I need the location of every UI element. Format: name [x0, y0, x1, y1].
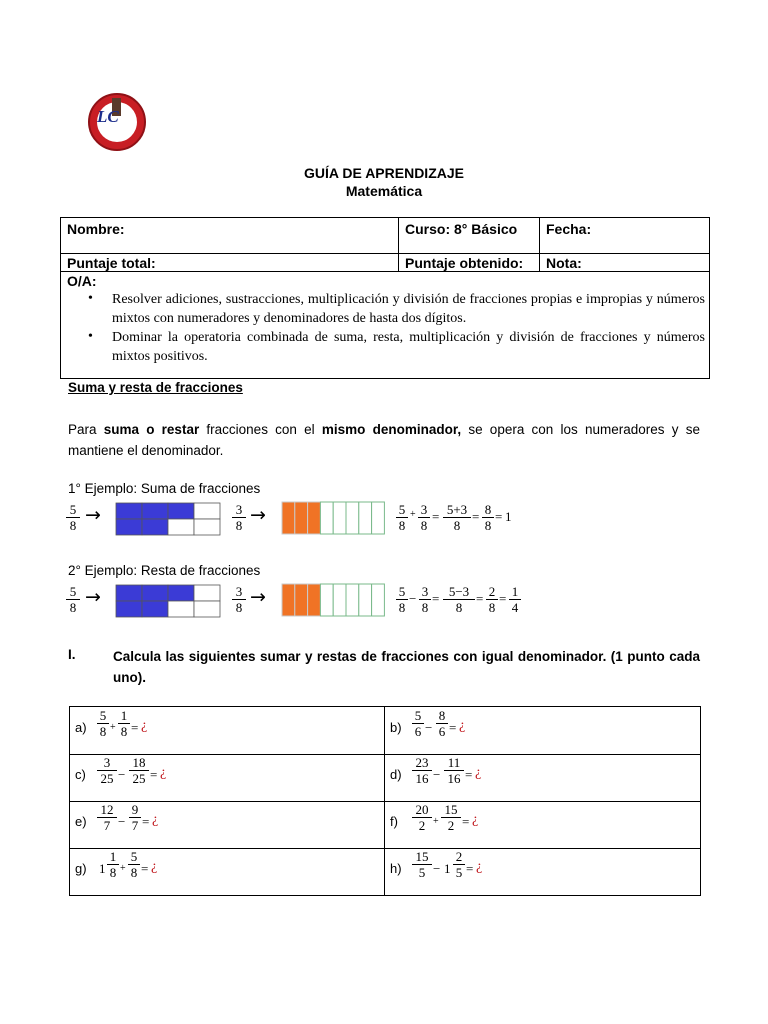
exercise-label: a): [75, 720, 87, 735]
equals-sign: =: [449, 720, 457, 735]
shaded-strip: [282, 502, 295, 534]
school-logo: [88, 93, 146, 151]
fraction: $\frac{8}{8}$: [482, 502, 494, 533]
nota-label: Nota:: [546, 255, 582, 271]
empty-strip: [320, 502, 333, 534]
arrow-right-icon: →: [85, 586, 101, 608]
filled-cell: [116, 519, 142, 535]
unknown-symbol: ¿: [472, 812, 479, 827]
puntaje-obtenido-label: Puntaje obtenido:: [405, 255, 524, 271]
nombre-label: Nombre:: [67, 221, 125, 237]
fraction: $\frac{3}{8}$: [418, 502, 430, 533]
oa-label: O/A:: [67, 273, 97, 289]
fraction: $\frac{5-3}{8}$: [443, 584, 475, 615]
unknown-symbol: ¿: [151, 859, 158, 874]
shaded-strip: [295, 502, 308, 534]
minus-sign: −: [409, 591, 417, 606]
equals-sign: =: [131, 720, 139, 735]
equals-sign: =: [142, 814, 150, 829]
fraction: $\frac{23}{16}$: [412, 755, 432, 786]
operator: −: [433, 861, 441, 876]
intro-paragraph: Para suma o restar fracciones con el mismo denominador, se opera con los numeradores y se mantiene el denominador.: [68, 422, 700, 458]
fraction-bar-orange: [281, 500, 385, 536]
equals-sign: =: [465, 767, 473, 782]
empty-strip: [372, 502, 385, 534]
empty-cell: [194, 519, 220, 535]
fraction: $\frac{9}{7}$: [129, 802, 141, 833]
shaded-strip: [295, 584, 308, 616]
fraction: $\frac{5}{8}$: [66, 584, 80, 615]
filled-cell: [142, 585, 168, 601]
empty-strip: [359, 584, 372, 616]
shaded-strip: [308, 584, 321, 616]
empty-cell: [168, 519, 194, 535]
unknown-symbol: ¿: [459, 718, 466, 733]
operator: −: [118, 767, 126, 782]
puntaje-total-label: Puntaje total:: [67, 255, 156, 271]
exercise-label: d): [390, 767, 402, 782]
fraction: $\frac{5+3}{8}$: [443, 502, 471, 533]
operator: +: [433, 816, 439, 827]
fraction: $\frac{1}{8}$: [118, 708, 130, 739]
operator: −: [433, 767, 441, 782]
equals-sign: =: [141, 861, 149, 876]
fraction: $\frac{12}{7}$: [97, 802, 117, 833]
exercise-label: c): [75, 767, 86, 782]
fraction: $\frac{18}{25}$: [129, 755, 149, 786]
exercise-label: b): [390, 720, 402, 735]
fraction: $\frac{5}{8}$: [128, 849, 140, 880]
exercise-label: h): [390, 861, 402, 876]
shaded-strip: [282, 584, 295, 616]
unknown-symbol: ¿: [476, 859, 483, 874]
exercise-label: g): [75, 861, 87, 876]
fraction-bar-orange: [281, 582, 385, 618]
filled-cell: [116, 503, 142, 519]
example-1-title: 1° Ejemplo: Suma de fracciones: [68, 481, 261, 496]
subject-title: Matemática: [345, 183, 423, 199]
fraction: $\frac{5}{8}$: [396, 584, 408, 615]
empty-strip: [346, 502, 359, 534]
equals-sign: =: [150, 767, 158, 782]
empty-strip: [372, 584, 385, 616]
whole-number: 1: [444, 861, 451, 876]
unknown-symbol: ¿: [160, 765, 167, 780]
fraction: $\frac{15}{5}$: [412, 849, 432, 880]
logo-monogram: LC: [97, 107, 119, 126]
plus-sign: +: [410, 509, 416, 520]
fraction: $\frac{3}{8}$: [232, 502, 246, 533]
empty-cell: [194, 601, 220, 617]
unknown-symbol: ¿: [152, 812, 159, 827]
filled-cell: [142, 503, 168, 519]
equals-sign: =: [472, 509, 480, 524]
exercise-table: [69, 706, 701, 896]
exercise-label: e): [75, 814, 87, 829]
fraction: $\frac{3}{8}$: [232, 584, 246, 615]
filled-cell: [116, 601, 142, 617]
empty-cell: [194, 585, 220, 601]
bullet-icon: •: [88, 291, 93, 306]
empty-strip: [320, 584, 333, 616]
fraction: $\frac{5}{8}$: [97, 708, 109, 739]
page-title: GUÍA DE APRENDIZAJE: [304, 165, 464, 181]
curso-label: Curso: 8° Básico: [405, 221, 518, 237]
equals-sign: =: [476, 591, 484, 606]
fraction: $\frac{5}{6}$: [412, 708, 424, 739]
filled-cell: [168, 585, 194, 601]
fraction: $\frac{3}{25}$: [97, 755, 117, 786]
info-table: [60, 217, 710, 379]
fraction-bar-blue: [115, 584, 221, 618]
equals-sign: =: [499, 591, 507, 606]
arrow-right-icon: →: [85, 504, 101, 526]
operator: −: [118, 814, 126, 829]
filled-cell: [142, 519, 168, 535]
result-value: 1: [505, 509, 512, 524]
filled-cell: [116, 585, 142, 601]
fraction-bar-blue: [115, 502, 221, 536]
fraction: $\frac{2}{8}$: [486, 584, 498, 615]
shaded-strip: [308, 502, 321, 534]
fraction: $\frac{1}{8}$: [107, 849, 119, 880]
unknown-symbol: ¿: [475, 765, 482, 780]
equals-sign: =: [462, 814, 470, 829]
operator: −: [425, 720, 433, 735]
arrow-right-icon: →: [250, 504, 266, 526]
exercise-instruction: Calcula las siguientes sumar y restas de fracciones con igual denominador. (1 punto cada uno).: [113, 649, 700, 685]
objective-1: Resolver adiciones, sustracciones, multiplicación y división de fracciones propias e impropias y números mixtos con numeradores y denominadores de hasta dos dígitos.: [112, 292, 705, 326]
exercise-label: f): [390, 814, 398, 829]
operator: +: [110, 722, 116, 733]
fraction: $\frac{20}{2}$: [412, 802, 432, 833]
operator: +: [120, 863, 126, 874]
fraction: $\frac{2}{5}$: [453, 849, 465, 880]
fraction: $\frac{11}{16}$: [444, 755, 464, 786]
arrow-right-icon: →: [250, 586, 266, 608]
bullet-icon: •: [88, 329, 93, 344]
fraction: $\frac{5}{8}$: [66, 502, 80, 533]
fecha-label: Fecha:: [546, 221, 592, 237]
unknown-symbol: ¿: [141, 718, 148, 733]
filled-cell: [142, 601, 168, 617]
equals-sign: =: [432, 509, 440, 524]
fraction: $\frac{8}{6}$: [436, 708, 448, 739]
empty-cell: [194, 503, 220, 519]
example-2-title: 2° Ejemplo: Resta de fracciones: [68, 563, 261, 578]
empty-strip: [359, 502, 372, 534]
objective-2: Dominar la operatoria combinada de suma, resta, multiplicación y división de fracciones y números mixtos positivos.: [112, 330, 705, 364]
empty-strip: [346, 584, 359, 616]
exercise-numeral: I.: [68, 647, 76, 662]
fraction: $\frac{1}{4}$: [509, 584, 521, 615]
equals-sign: =: [432, 591, 440, 606]
whole-number: 1: [99, 861, 106, 876]
empty-strip: [333, 502, 346, 534]
equals-sign: =: [495, 509, 503, 524]
empty-cell: [168, 601, 194, 617]
fraction: $\frac{5}{8}$: [396, 502, 408, 533]
fraction: $\frac{3}{8}$: [419, 584, 431, 615]
equals-sign: =: [466, 861, 474, 876]
filled-cell: [168, 503, 194, 519]
fraction: $\frac{15}{2}$: [441, 802, 461, 833]
empty-strip: [333, 584, 346, 616]
section-title: Suma y resta de fracciones: [68, 380, 243, 395]
